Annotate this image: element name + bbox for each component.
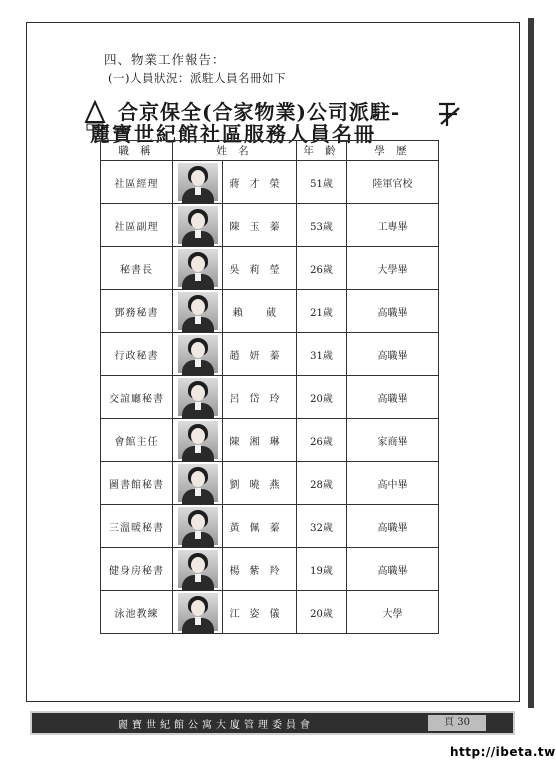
photo-cell [173, 376, 223, 419]
photo-cell [173, 333, 223, 376]
page-number: 頁 30 [428, 715, 486, 731]
age-cell: 20歲 [297, 376, 347, 419]
staff-photo [178, 378, 218, 416]
table-row [101, 204, 439, 247]
name-cell: 黃佩蓁 [223, 505, 297, 548]
job-title-cell: 秘書長 [101, 247, 173, 290]
staff-photo [178, 163, 218, 201]
age-cell: 51歲 [297, 161, 347, 204]
table-row [101, 161, 439, 204]
table-row [101, 505, 439, 548]
age-cell: 21歲 [297, 290, 347, 333]
document-title-line1: 合京保全(合家物業)公司派駐- [118, 100, 401, 124]
photo-cell [173, 290, 223, 333]
table-row [101, 247, 439, 290]
sub-heading: (一)人員狀況：派駐人員名冊如下 [108, 71, 286, 85]
staff-photo [178, 550, 218, 588]
education-cell: 高職畢 [347, 505, 439, 548]
name-cell: 楊紫羚 [223, 548, 297, 591]
name-cell: 江姿儀 [223, 591, 297, 634]
table-row [101, 333, 439, 376]
job-title-cell: 鄧務秘書 [101, 290, 173, 333]
age-cell: 20歲 [297, 591, 347, 634]
section-heading: 四、物業工作報告： [104, 52, 226, 67]
header-job-title: 職 稱 [101, 141, 173, 161]
job-title-cell: 社區副理 [101, 204, 173, 247]
age-cell: 28歲 [297, 462, 347, 505]
job-title-cell: 交誼廳秘書 [101, 376, 173, 419]
age-cell: 53歲 [297, 204, 347, 247]
photo-cell [173, 548, 223, 591]
education-cell: 家商畢 [347, 419, 439, 462]
staff-photo [178, 421, 218, 459]
table-header-row [101, 141, 439, 161]
job-title-cell: 圖書館秘書 [101, 462, 173, 505]
name-cell: 陳湘琳 [223, 419, 297, 462]
name-cell: 呂岱玲 [223, 376, 297, 419]
education-cell: 高職畢 [347, 333, 439, 376]
job-title-cell: 泳池教練 [101, 591, 173, 634]
name-cell: 劉曉燕 [223, 462, 297, 505]
header-name: 姓 名 [173, 141, 297, 161]
education-cell: 工專畢 [347, 204, 439, 247]
age-cell: 26歲 [297, 247, 347, 290]
job-title-cell: 社區經理 [101, 161, 173, 204]
job-title-cell: 三溫暖秘書 [101, 505, 173, 548]
photo-cell [173, 505, 223, 548]
staff-photo [178, 464, 218, 502]
brand-logo-icon [435, 100, 463, 132]
name-cell: 賴 葳 [223, 290, 297, 333]
age-cell: 32歲 [297, 505, 347, 548]
education-cell: 大學 [347, 591, 439, 634]
table-row [101, 376, 439, 419]
header-education: 學 歷 [347, 141, 439, 161]
table-row [101, 548, 439, 591]
education-cell: 高中畢 [347, 462, 439, 505]
table-row [101, 419, 439, 462]
document-title-line2: 麗寶世紀館社區服務人員名冊 [90, 122, 376, 146]
table-row [101, 290, 439, 333]
photo-cell [173, 204, 223, 247]
job-title-cell: 健身房秘書 [101, 548, 173, 591]
education-cell: 高職畢 [347, 290, 439, 333]
name-cell: 趙妍蓁 [223, 333, 297, 376]
photo-cell [173, 161, 223, 204]
photo-cell [173, 591, 223, 634]
age-cell: 31歲 [297, 333, 347, 376]
photo-cell [173, 462, 223, 505]
footer-committee-name: 麗寶世紀館公寓大廈管理委員會 [118, 720, 314, 731]
name-cell: 陳玉蓁 [223, 204, 297, 247]
name-cell: 蔣才榮 [223, 161, 297, 204]
education-cell: 大學畢 [347, 247, 439, 290]
job-title-cell: 會館主任 [101, 419, 173, 462]
education-cell: 陸軍官校 [347, 161, 439, 204]
staff-photo [178, 593, 218, 631]
staff-photo [178, 507, 218, 545]
photo-cell [173, 419, 223, 462]
staff-roster-table [100, 140, 439, 634]
age-cell: 19歲 [297, 548, 347, 591]
right-edge-bar [528, 18, 534, 708]
staff-photo [178, 335, 218, 373]
age-cell: 26歲 [297, 419, 347, 462]
job-title-cell: 行政秘書 [101, 333, 173, 376]
education-cell: 高職畢 [347, 376, 439, 419]
header-age: 年 齡 [297, 141, 347, 161]
name-cell: 吳莉瑩 [223, 247, 297, 290]
table-row [101, 591, 439, 634]
staff-photo [178, 292, 218, 330]
watermark: http://ibeta.tw [450, 745, 556, 759]
education-cell: 高職畢 [347, 548, 439, 591]
staff-photo [178, 249, 218, 287]
staff-photo [178, 206, 218, 244]
table-row [101, 462, 439, 505]
photo-cell [173, 247, 223, 290]
